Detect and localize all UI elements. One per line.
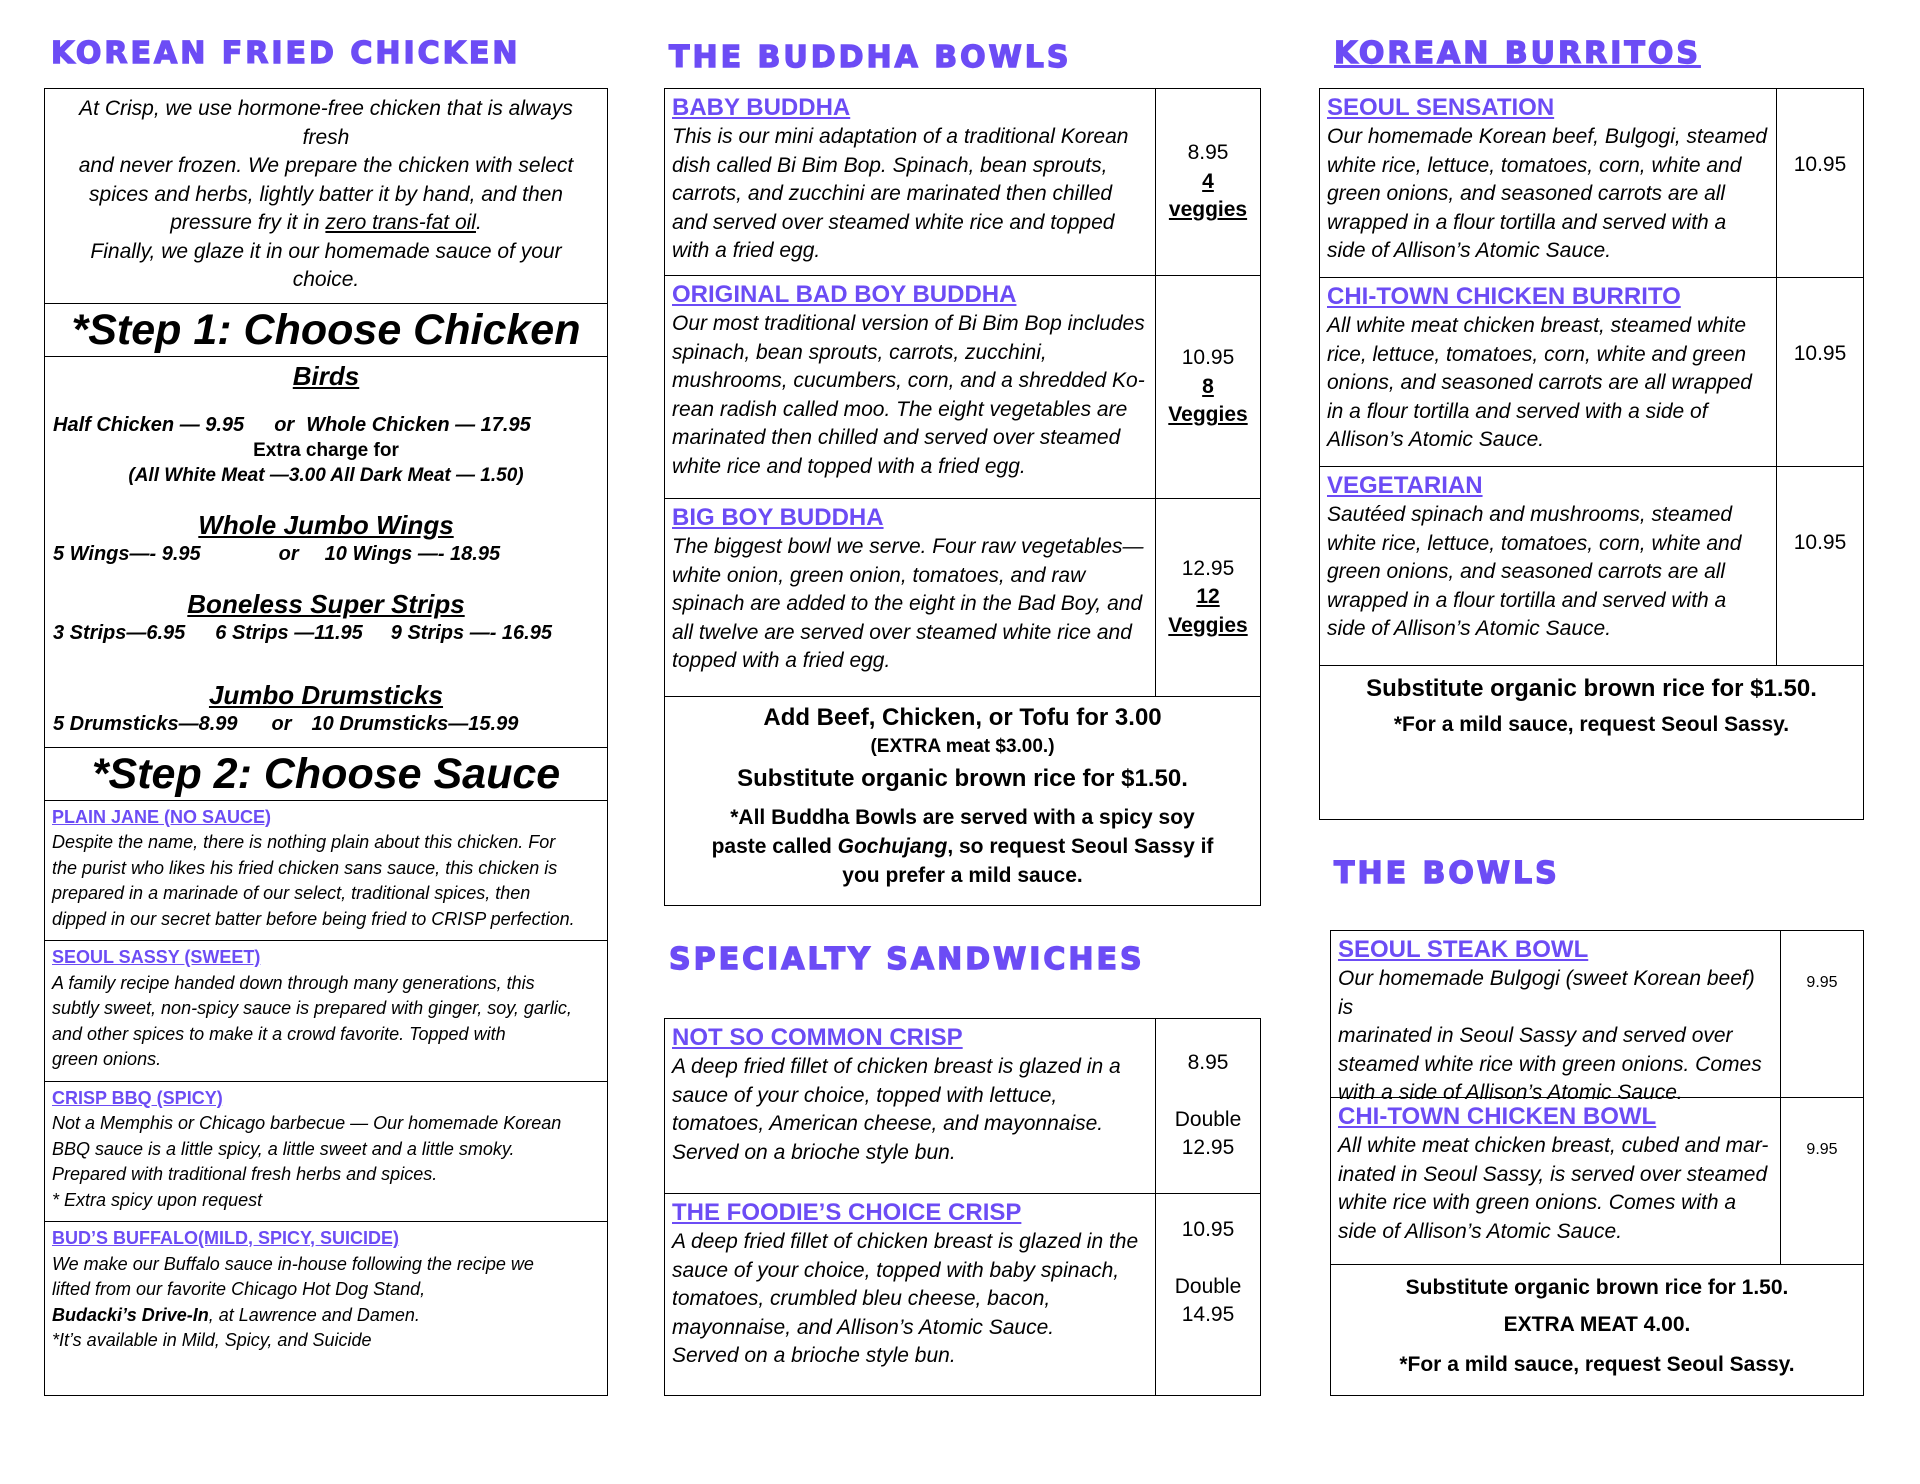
step-1-heading: *Step 1: Choose Chicken: [45, 304, 607, 357]
item-name: CHI-TOWN CHICKEN BURRITO: [1327, 283, 1681, 310]
korean-fried-chicken-panel: [44, 88, 608, 1396]
brown-rice-note: Substitute organic brown rice for 1.50.: [1405, 1276, 1789, 1299]
item-line: Served on a brioche style bun.: [672, 1344, 956, 1367]
item-name: SEOUL STEAK BOWL: [1338, 936, 1589, 963]
item-line: The biggest bowl we serve. Four raw vegetables—: [672, 535, 1144, 558]
or-text: or: [271, 712, 292, 735]
item-name: BIG BOY BUDDHA: [672, 504, 884, 531]
intro-line: and never frozen. We prepare the chicken with select: [78, 154, 574, 177]
price-value: 10.95: [1793, 531, 1847, 554]
korean-fried-chicken-heading: KOREAN FRIED CHICKEN: [51, 36, 521, 71]
item-price: [1156, 89, 1260, 275]
item-line: dish called Bi Bim Bop. Spinach, bean sprouts,: [672, 153, 1108, 177]
item-line: This is our mini adaptation of a traditional Korean: [672, 125, 1129, 148]
item-line: mayonnaise, and Allison’s Atomic Sauce.: [672, 1315, 1055, 1339]
menu-item-vegetarian: [1320, 467, 1863, 666]
three-strips-price: 3 Strips—6.95: [53, 621, 186, 644]
sauce-name: BUD’S BUFFALO(MILD, SPICY, SUICIDE): [52, 1228, 400, 1248]
price-value: 8.95: [1187, 141, 1229, 165]
chicken-options: [45, 357, 607, 748]
item-description: [665, 276, 1156, 498]
note-line: *All Buddha Bowls are served with a spicy soy: [730, 806, 1195, 829]
the-bowls-heading: THE BOWLS: [1334, 856, 1560, 891]
wings-title: Whole Jumbo Wings: [198, 509, 454, 540]
item-line: A deep fried fillet of chicken breast is glazed in the: [672, 1230, 1139, 1253]
veggie-count: 8: [1202, 374, 1214, 398]
step-2-heading: *Step 2: Choose Sauce: [45, 748, 607, 801]
brown-rice-note: Substitute organic brown rice for $1.50.: [1366, 675, 1817, 702]
sauce-line: * Extra spicy upon request: [52, 1189, 263, 1210]
item-name: BABY BUDDHA: [672, 94, 851, 121]
note-text-span: , so request Seoul Sassy if: [947, 835, 1214, 858]
intro-line: spices and herbs, lightly batter it by hand, and then: [89, 182, 563, 206]
ten-wings-price: 10 Wings —- 18.95: [324, 542, 501, 565]
item-description: [1331, 1098, 1781, 1264]
mild-sauce-note: *For a mild sauce, request Seoul Sassy.: [1393, 713, 1790, 736]
menu-item-chi-town-chicken-bowl: [1331, 1098, 1863, 1265]
item-line: steamed white rice with green onions. Comes: [1338, 1052, 1762, 1076]
menu-item-seoul-steak-bowl: [1331, 931, 1863, 1104]
half-chicken-price: Half Chicken — 9.95: [53, 413, 245, 436]
veggie-count: 4: [1202, 169, 1214, 193]
buddha-bowls-panel: [664, 88, 1261, 906]
sauce-name: SEOUL SASSY (SWEET): [52, 947, 261, 967]
note-text-span: paste called: [711, 835, 838, 858]
price-value: 8.95: [1187, 1051, 1229, 1075]
item-price: [1156, 1194, 1260, 1396]
intro-text-span: .: [475, 211, 482, 234]
sauce-line: Prepared with traditional fresh herbs and spices.: [52, 1164, 438, 1184]
price-value: 10.95: [1181, 1218, 1235, 1241]
item-line: spinach are added to the eight in the Bad Boy, and: [672, 592, 1143, 615]
item-line: white onion, green onion, tomatoes, and raw: [672, 563, 1086, 587]
item-price: [1781, 1098, 1863, 1264]
strips-row: [53, 620, 599, 646]
item-description: [665, 89, 1156, 275]
item-price: [1777, 467, 1863, 665]
item-line: side of Allison’s Atomic Sauce.: [1327, 239, 1612, 262]
veggie-count: 12: [1196, 585, 1220, 609]
item-line: white rice, lettuce, tomatoes, corn, white and: [1327, 153, 1742, 177]
item-line: Served on a brioche style bun.: [672, 1140, 956, 1164]
item-line: white rice and topped with a fried egg.: [672, 454, 1026, 478]
bowls-notes: [1331, 1265, 1863, 1391]
buddha-notes: [665, 697, 1260, 896]
item-line: topped with a fried egg.: [672, 649, 891, 672]
sauce-seoul-sassy: [45, 941, 607, 1082]
item-price: [1156, 276, 1260, 498]
item-line: Our homemade Korean beef, Bulgogi, steamed: [1327, 125, 1768, 148]
meat-upcharge: (All White Meat —3.00 All Dark Meat — 1.50): [128, 464, 524, 486]
item-line: sauce of your choice, topped with baby spinach,: [672, 1258, 1120, 1282]
sauce-line: the purist who likes his fried chicken sans sauce, this chicken is: [52, 857, 558, 878]
price-value: 9.95: [1806, 1141, 1838, 1158]
whole-chicken-price: Whole Chicken — 17.95: [306, 413, 531, 436]
item-line: in a flour tortilla and served with a side of: [1327, 399, 1708, 423]
item-price: [1777, 89, 1863, 277]
intro-text-span: pressure fry it in: [170, 211, 326, 234]
item-name: ORIGINAL BAD BOY BUDDHA: [672, 281, 1017, 308]
item-line: Allison’s Atomic Sauce.: [1327, 428, 1545, 451]
veggie-unit: Veggies: [1168, 613, 1248, 637]
item-line: tomatoes, American cheese, and mayonnaise.: [672, 1112, 1104, 1135]
extra-charge-label: Extra charge for: [253, 439, 399, 461]
price-value: 9.95: [1806, 974, 1838, 991]
sauce-line: [52, 1303, 600, 1329]
sauce-plain-jane: [45, 801, 607, 942]
specialty-sandwiches-heading: SPECIALTY SANDWICHES: [669, 942, 1145, 977]
item-line: wrapped in a flour tortilla and served with a: [1327, 210, 1727, 234]
spicy-sauce-note: [675, 803, 1250, 890]
double-price: 12.95: [1181, 1136, 1235, 1160]
specialty-sandwiches-panel: [664, 1018, 1261, 1396]
item-line: rice, lettuce, tomatoes, corn, white and green: [1327, 342, 1747, 366]
wings-row: [53, 541, 599, 567]
drumsticks-title: Jumbo Drumsticks: [208, 679, 444, 710]
korean-burritos-panel: [1319, 88, 1864, 820]
menu-item-not-so-common-crisp: [665, 1019, 1260, 1194]
item-price: [1777, 278, 1863, 466]
item-name: NOT SO COMMON CRISP: [672, 1024, 963, 1051]
brown-rice-note: Substitute organic brown rice for $1.50.: [737, 765, 1188, 792]
sauce-line: lifted from our favorite Chicago Hot Dog Stand,: [52, 1279, 426, 1299]
item-name: CHI-TOWN CHICKEN BOWL: [1338, 1103, 1657, 1130]
item-line: side of Allison’s Atomic Sauce.: [1327, 617, 1612, 640]
strips-title: Boneless Super Strips: [187, 588, 465, 619]
item-price: [1156, 499, 1260, 696]
sauce-line: We make our Buffalo sauce in-house following the recipe we: [52, 1253, 534, 1274]
sauce-line: dipped in our secret batter before being fried to CRISP perfection.: [52, 908, 575, 929]
extra-meat-note: EXTRA MEAT 4.00.: [1503, 1313, 1691, 1336]
sauce-text-span: , at Lawrence and Damen.: [208, 1304, 420, 1325]
sauce-line: A family recipe handed down through many generations, this: [52, 972, 535, 993]
five-wings-price: 5 Wings—- 9.95: [53, 542, 201, 565]
sauce-line: BBQ sauce is a little spicy, a little sweet and a little smoky.: [52, 1138, 515, 1159]
item-description: [665, 1019, 1156, 1193]
item-name: VEGETARIAN: [1327, 472, 1483, 499]
or-text: or: [274, 413, 295, 436]
sauce-line: Not a Memphis or Chicago barbecue — Our homemade Korean: [52, 1113, 562, 1133]
item-line: All white meat chicken breast, steamed white: [1327, 314, 1747, 337]
or-text: or: [278, 542, 299, 565]
item-line: tomatoes, crumbled bleu cheese, bacon,: [672, 1287, 1051, 1310]
sauce-name: CRISP BBQ (SPICY): [52, 1087, 223, 1108]
item-line: all twelve are served over steamed white rice and: [672, 620, 1132, 644]
mild-sauce-note: *For a mild sauce, request Seoul Sassy.: [1399, 1353, 1795, 1376]
item-name: SEOUL SENSATION: [1327, 94, 1555, 121]
item-price: [1156, 1019, 1260, 1193]
intro-line: [55, 209, 597, 238]
note-line: you prefer a mild sauce.: [842, 864, 1083, 887]
menu-item-original-bad-boy-buddha: [665, 276, 1260, 499]
menu-item-foodies-choice-crisp: [665, 1194, 1260, 1396]
sauce-line: Despite the name, there is nothing plain about this chicken. For: [52, 832, 556, 852]
sauce-line: prepared in a marinade of our select, traditional spices, then: [52, 883, 531, 903]
buddha-bowls-heading: THE BUDDHA BOWLS: [669, 40, 1072, 75]
extra-meat-note: (EXTRA meat $3.00.): [870, 736, 1055, 757]
item-line: green onions, and seasoned carrots are all: [1327, 182, 1726, 205]
item-line: white rice with green onions. Comes with a: [1338, 1191, 1737, 1214]
price-value: 10.95: [1793, 153, 1847, 176]
double-price: 14.95: [1181, 1303, 1235, 1326]
item-line: All white meat chicken breast, cubed and mar-: [1338, 1134, 1769, 1157]
price-value: 10.95: [1181, 346, 1235, 370]
intro-line: Finally, we glaze it in our homemade sauce of your choice.: [90, 239, 562, 291]
intro-text: [45, 89, 607, 304]
item-description: [665, 1194, 1156, 1396]
item-line: onions, and seasoned carrots are all wrapped: [1327, 371, 1752, 394]
sauce-line: and other spices to make it a crowd favorite. Topped with: [52, 1023, 506, 1044]
item-line: green onions, and seasoned carrots are all: [1327, 560, 1726, 583]
item-line: spinach, bean sprouts, carrots, zucchini,: [672, 340, 1047, 364]
sauce-crisp-bbq: [45, 1082, 607, 1223]
item-line: A deep fried fillet of chicken breast is glazed in a: [672, 1055, 1121, 1078]
item-line: side of Allison’s Atomic Sauce.: [1338, 1219, 1623, 1243]
sauce-line: green onions.: [52, 1049, 162, 1069]
double-label: Double: [1174, 1274, 1242, 1298]
korean-burritos-heading: KOREAN BURRITOS: [1334, 36, 1701, 71]
item-description: [1320, 278, 1777, 466]
nine-strips-price: 9 Strips —- 16.95: [390, 621, 552, 644]
menu-item-chi-town-chicken-burrito: [1320, 278, 1863, 467]
item-description: [1320, 89, 1777, 277]
item-line: with a side of Allison’s Atomic Sauce.: [1338, 1081, 1683, 1104]
double-label: Double: [1174, 1107, 1242, 1131]
item-line: with a fried egg.: [672, 239, 821, 262]
six-strips-price: 6 Strips —11.95: [215, 621, 363, 644]
sauce-line: *It’s available in Mild, Spicy, and Suicide: [52, 1330, 372, 1350]
item-line: sauce of your choice, topped with lettuce,: [672, 1083, 1058, 1107]
veggie-unit: Veggies: [1168, 403, 1248, 427]
price-value: 10.95: [1793, 342, 1847, 365]
item-line: inated in Seoul Sassy, is served over steamed: [1338, 1162, 1768, 1186]
gochujang-text: Gochujang: [837, 835, 948, 858]
item-line: Our homemade Bulgogi (sweet Korean beef) is: [1338, 967, 1755, 1019]
item-line: and served over steamed white rice and topped: [672, 210, 1115, 234]
sauce-line: subtly sweet, non-spicy sauce is prepared with ginger, soy, garlic,: [52, 998, 572, 1018]
price-spacer: [1156, 1078, 1260, 1106]
item-price: [1781, 931, 1863, 1097]
ten-drumsticks-price: 10 Drumsticks—15.99: [311, 712, 519, 735]
five-drumsticks-price: 5 Drumsticks—8.99: [53, 712, 238, 735]
item-line: carrots, and zucchini are marinated then chilled: [672, 182, 1113, 205]
item-description: [1331, 931, 1781, 1104]
item-description: [665, 499, 1156, 696]
item-line: marinated then chilled and served over steamed: [672, 426, 1121, 449]
menu-item-seoul-sensation: [1320, 89, 1863, 278]
sauce-buds-buffalo: [45, 1222, 607, 1362]
birds-row: [53, 412, 599, 438]
item-line: wrapped in a flour tortilla and served with a: [1327, 588, 1727, 612]
birds-title: Birds: [292, 360, 360, 391]
burrito-notes: [1320, 666, 1863, 750]
item-line: mushrooms, cucumbers, corn, and a shredded Ko-: [672, 369, 1145, 392]
budackis-drive-in-text: Budacki’s Drive-In: [52, 1304, 209, 1325]
menu-item-big-boy-buddha: [665, 499, 1260, 697]
price-value: 12.95: [1181, 556, 1235, 580]
item-line: marinated in Seoul Sassy and served over: [1338, 1024, 1733, 1047]
item-name: THE FOODIE’S CHOICE CRISP: [672, 1199, 1022, 1226]
drumsticks-row: [53, 711, 599, 737]
note-line: [675, 832, 1250, 861]
item-line: rean radish called moo. The eight vegetables are: [672, 397, 1128, 421]
add-protein-note: Add Beef, Chicken, or Tofu for 3.00: [763, 704, 1162, 731]
item-description: [1320, 467, 1777, 665]
price-spacer: [1156, 1245, 1260, 1273]
the-bowls-panel: [1330, 930, 1864, 1396]
intro-line: At Crisp, we use hormone-free chicken that is always fresh: [79, 97, 573, 149]
zero-trans-fat-oil-text: zero trans-fat oil: [325, 211, 476, 234]
item-line: Sautéed spinach and mushrooms, steamed: [1327, 503, 1733, 526]
menu-item-baby-buddha: [665, 89, 1260, 276]
veggie-unit: veggies: [1168, 198, 1248, 222]
sauce-name: PLAIN JANE (NO SAUCE): [52, 806, 272, 827]
item-line: white rice, lettuce, tomatoes, corn, white and: [1327, 531, 1742, 555]
item-line: Our most traditional version of Bi Bim Bop includes: [672, 312, 1145, 335]
